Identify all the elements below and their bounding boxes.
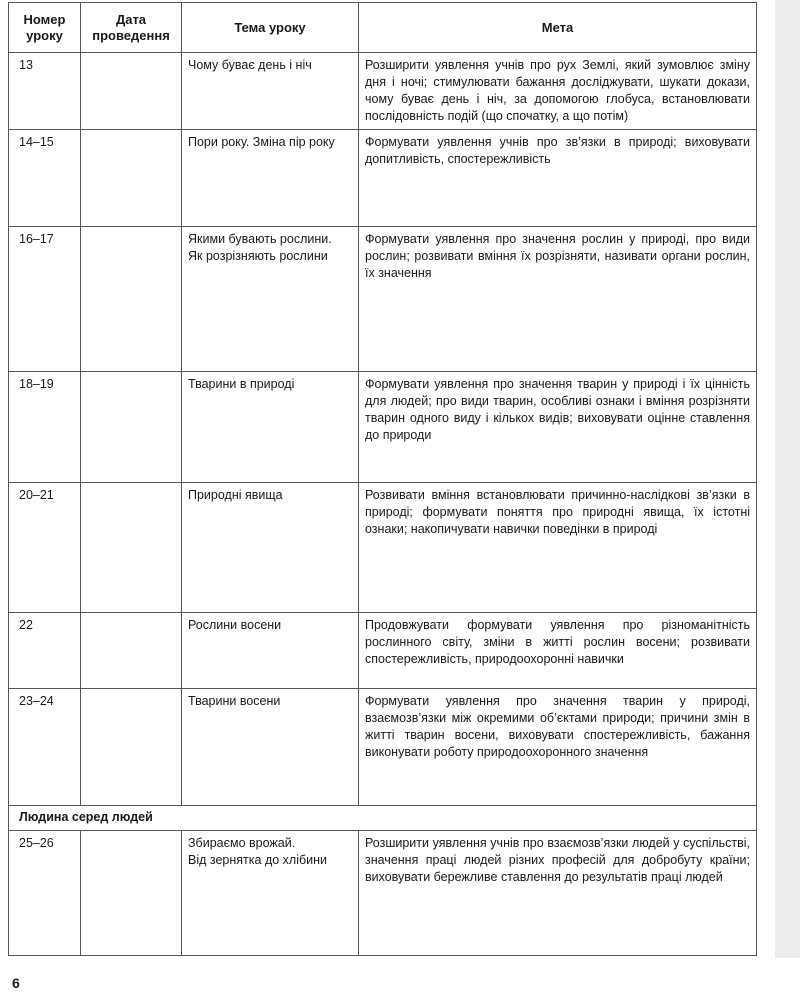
- lesson-date: [81, 372, 182, 483]
- lesson-goal: Формувати уявлення учнів про зв’язки в природі; виховувати допитливість, спостережливість: [359, 130, 757, 227]
- lesson-number: 16–17: [9, 227, 81, 372]
- topic-line: Рослини восени: [188, 618, 282, 632]
- lesson-topic: [182, 53, 359, 130]
- lesson-number: 25–26: [9, 831, 81, 956]
- lesson-goal: Розширити уявлення учнів про взаємозв’язки людей у суспільстві, значення праці людей різних професій для добробуту країни; виховувати бережливе ставлення до результатів праці людей: [359, 831, 757, 956]
- section-heading: Людина серед людей: [9, 806, 757, 831]
- header-lesson-number: [9, 3, 81, 53]
- lesson-goal: Продовжувати формувати уявлення про різноманітність рослинного світу, зміни в житті рослин восени; розвивати спостережливість, природоохоронні навички: [359, 613, 757, 689]
- lesson-goal: Формувати уявлення про значення тварин у природі, взаємозв’язки між окремими об’єктами природи; причини змін в житті тварин восени, виховувати спостережливість, бажання виконувати роботу природоохоронного значення: [359, 689, 757, 806]
- topic-line: Як розрізняють рослини: [188, 249, 328, 263]
- topic-line: Від зернятка до хлібини: [188, 853, 328, 867]
- table-row: [9, 689, 757, 806]
- lesson-number: 20–21: [9, 483, 81, 613]
- topic-line: Якими бувають рослини.: [188, 232, 332, 246]
- lesson-topic: [182, 831, 359, 956]
- lesson-date: [81, 483, 182, 613]
- header-date-line-2: проведення: [92, 27, 170, 43]
- lesson-topic: [182, 227, 359, 372]
- topic-line: Тварини в природі: [188, 377, 295, 391]
- lesson-date: [81, 53, 182, 130]
- lesson-number: 22: [9, 613, 81, 689]
- lesson-topic: [182, 130, 359, 227]
- topic-line: Пори року. Зміна пір року: [188, 135, 335, 149]
- table-row: [9, 53, 757, 130]
- lesson-number: 14–15: [9, 130, 81, 227]
- header-date-line-1: Дата: [115, 11, 147, 27]
- table-row: [9, 831, 757, 956]
- lesson-topic: [182, 483, 359, 613]
- lesson-goal: Розвивати вміння встановлювати причинно-наслідкові зв’язки в природі; формувати поняття про природні явища, їх істотні ознаки; накопичувати навички поведінки в природі: [359, 483, 757, 613]
- lesson-number: 23–24: [9, 689, 81, 806]
- table-row: [9, 227, 757, 372]
- table-row: [9, 483, 757, 613]
- lesson-topic: [182, 689, 359, 806]
- table-row: [9, 372, 757, 483]
- header-date: [81, 3, 182, 53]
- lesson-plan-table: [8, 2, 757, 956]
- lesson-date: [81, 130, 182, 227]
- page-edge-shadow: [775, 0, 800, 958]
- lesson-topic: [182, 372, 359, 483]
- topic-line: Чому буває день і ніч: [188, 58, 312, 72]
- topic-line: Природні явища: [188, 488, 283, 502]
- table-row: [9, 130, 757, 227]
- table-row: [9, 613, 757, 689]
- lesson-date: [81, 227, 182, 372]
- lesson-goal: Формувати уявлення про значення рослин у природі, про види рослин; розвивати вміння їх розрізняти, називати органи рослин, їх значення: [359, 227, 757, 372]
- lesson-number: 18–19: [9, 372, 81, 483]
- header-topic: Тема уроку: [182, 3, 359, 53]
- lesson-date: [81, 831, 182, 956]
- section-row: [9, 806, 757, 831]
- topic-line: Тварини восени: [188, 694, 281, 708]
- lesson-topic: [182, 613, 359, 689]
- topic-line: Збираємо врожай.: [188, 836, 296, 850]
- page-number: 6: [12, 975, 20, 991]
- lesson-date: [81, 613, 182, 689]
- header-number-line-2: уроку: [26, 27, 63, 43]
- lesson-goal: Формувати уявлення про значення тварин у природі і їх цінність для людей; про види тварин, особливі ознаки і вміння розрізняти тварин одного виду і кількох видів; виховувати оцінне ставлення до природи: [359, 372, 757, 483]
- header-number-line-1: Номер: [23, 11, 66, 27]
- header-goal: Мета: [359, 3, 757, 53]
- lesson-goal: Розширити уявлення учнів про рух Землі, який зумовлює зміну дня і ночі; стимулювати бажання досліджувати, шукати докази, чому буває день і ніч, за допомогою глобуса, встановлювати послідовність подій (що спочатку, а що потім): [359, 53, 757, 130]
- table-header-row: [9, 3, 757, 53]
- lesson-date: [81, 689, 182, 806]
- lesson-number: 13: [9, 53, 81, 130]
